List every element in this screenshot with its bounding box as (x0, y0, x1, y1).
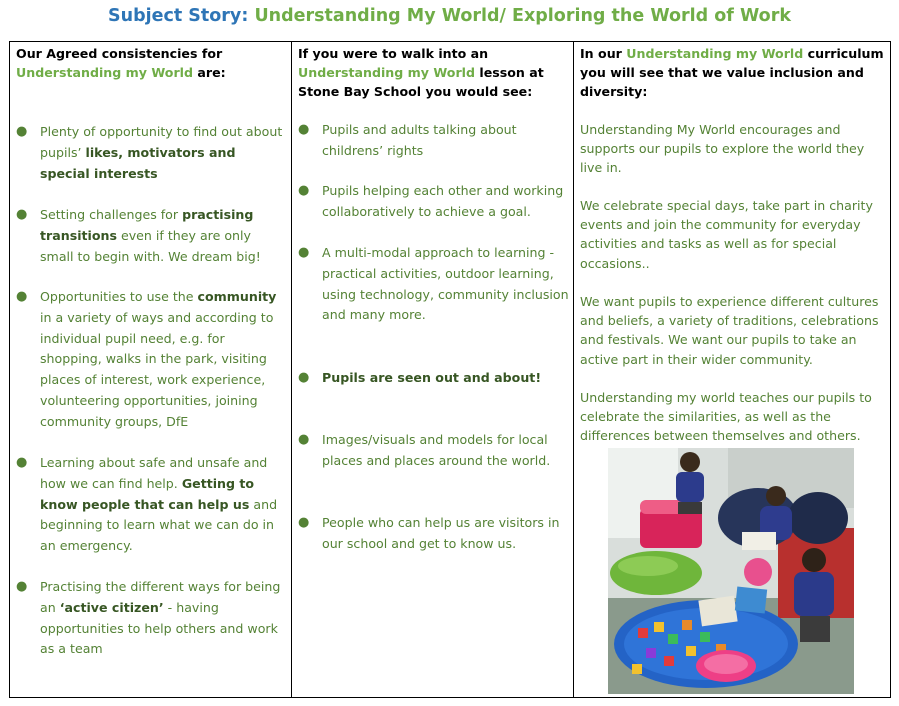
bullet-item: ● Learning about safe and unsafe and how we can find help. Getting to know people that can help us and beginning to learn what we can do in an emergency. (16, 455, 278, 554)
lesson-header (292, 42, 573, 101)
bullet-icon: ● (298, 245, 310, 260)
bullet-icon: ● (16, 289, 28, 304)
bullet-item: ● Images/visuals and models for local places and places around the world. (298, 432, 551, 468)
bullet-item: ● Pupils helping each other and working collaboratively to achieve a goal. (298, 183, 564, 219)
paragraph: We want pupils to experience different cultures and beliefs, a variety of traditions, celebrations and festivals. We want our pupils to take an active part in their wider community. (580, 294, 879, 367)
bullet-icon: ● (298, 515, 310, 530)
header-text: are: (193, 65, 226, 80)
paragraph: We celebrate special days, take part in charity events and join the community for everyday activities and tasks as well as for special occasions.. (580, 198, 873, 271)
consistencies-column (10, 42, 292, 698)
inclusion-column (574, 42, 891, 698)
page-title (0, 6, 899, 26)
header-highlight: Understanding my World (16, 65, 193, 80)
bullet-icon: ● (298, 122, 310, 137)
lesson-column (292, 42, 574, 698)
bullet-icon: ● (16, 455, 28, 470)
bullet-icon: ● (298, 432, 310, 447)
bullet-icon: ● (298, 183, 310, 198)
header-text: Our Agreed consistencies for (16, 46, 223, 61)
bullet-item: ● Plenty of opportunity to find out about pupils’ likes, motivators and special interests (16, 124, 283, 181)
bullet-item: ● Pupils and adults talking about childrens’ rights (298, 122, 517, 158)
bullet-item: ● Pupils are seen out and about! (298, 368, 569, 389)
title-prefix: Subject Story: (108, 6, 255, 26)
header-text: If you were to walk into an (298, 46, 489, 61)
bullet-item: ● Opportunities to use the community in a variety of ways and according to individual pupil need, e.g. for shopping, walks in the park, visiting places of interest, work experience, volunteering opportunities, joining community groups, DfE (16, 289, 277, 429)
bullet-item: ● Practising the different ways for being an ‘active citizen’ - having opportunities to help others and work as a team (16, 579, 281, 657)
consistencies-header (10, 42, 291, 82)
bullet-icon: ● (16, 124, 28, 139)
header-text: curriculum you will see that we value inclusion and diversity: (580, 46, 884, 99)
subject-story-table (9, 41, 891, 698)
classroom-photo-illustration (608, 448, 854, 694)
title-main: Understanding My World/ Exploring the World of Work (254, 6, 791, 26)
header-highlight: Understanding my World (626, 46, 804, 61)
bullet-item: ● People who can help us are visitors in our school and get to know us. (298, 515, 560, 551)
bullet-item: ● A multi-modal approach to learning - practical activities, outdoor learning, using technology, community inclusion and many more. (298, 245, 569, 323)
header-text: lesson at Stone Bay School you would see: (298, 65, 544, 99)
inclusion-header (574, 42, 890, 101)
bullet-item: ● Setting challenges for practising transitions even if they are only small to begin with. We dream big! (16, 207, 261, 264)
paragraph: Understanding My World encourages and supports our pupils to explore the world they live in. (580, 122, 865, 176)
classroom-photo (608, 448, 854, 694)
paragraph: Understanding my world teaches our pupils to celebrate the similarities, as well as the differences between themselves and others. (580, 390, 872, 444)
bullet-icon: ● (298, 370, 310, 385)
header-text: In our (580, 46, 627, 61)
bullet-icon: ● (16, 579, 28, 594)
header-highlight: Understanding my World (298, 65, 475, 80)
bullet-icon: ● (16, 207, 28, 222)
